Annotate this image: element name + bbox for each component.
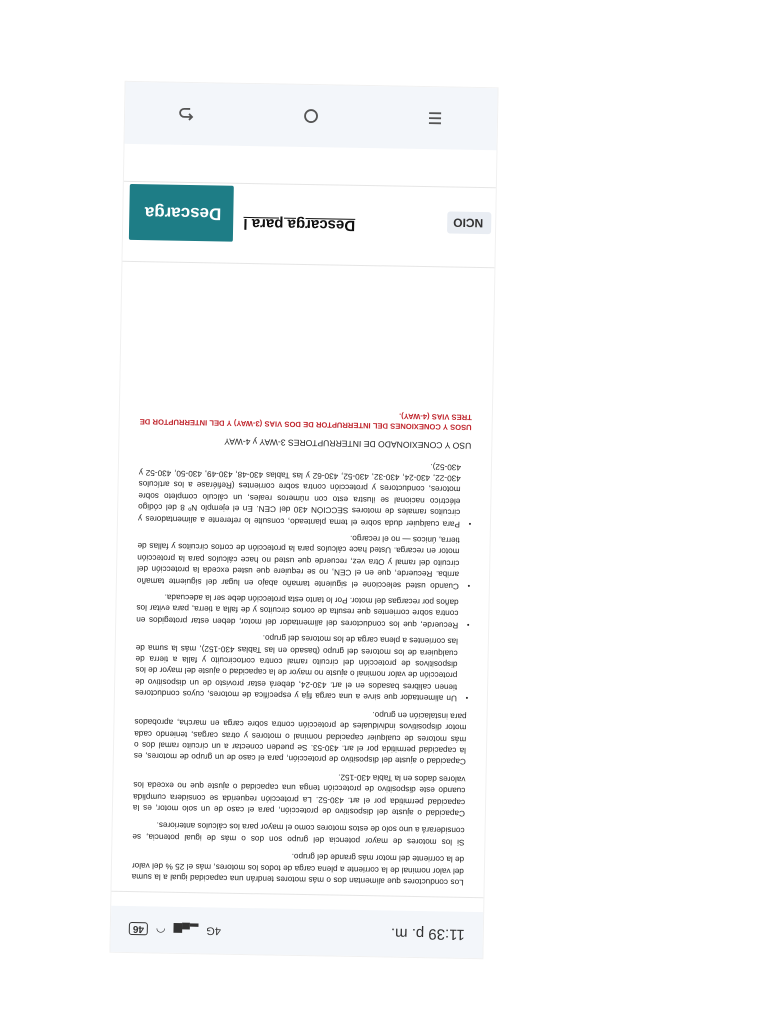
doc-bullet-list (135, 455, 471, 704)
doc-bullet: • Recuerde, que los conductores del alimentador del motor, deben estar protegidos en contra sobre corrientes que resulta de cortos circuitos y de falla a tierra, para evitar los daños por recargas del motor. Por lo tanto esta protección debe ser la adecuada. (136, 591, 459, 631)
red-section-heading: USOS Y CONEXIONES DEL INTERRUPTOR DE DOS VIAS (3-WAY) Y DEL INTERRUPTOR DE TRES VIAS (4-WAY). (139, 411, 472, 432)
download-button[interactable]: Descarga (129, 184, 234, 242)
doc-bullet: • Un alimentador que sirve a una carga fija y específica de motores, cuyos conductores tienen calibres basados en el art. 430-24, deberá estar provisto de un dispositivo de protección de valor nominal o ajuste no mayor de la capacidad o ajuste del mayor de los dispositivos de protección del circuito ramal contra cortocircuito y falla a tierra de cualquiera de los motores del grupo (basado en las Tablas 430-152), más la suma de las corrientes a plena carga de los motores del grupo. (135, 630, 458, 704)
doc-paragraph: Capacidad o ajuste del dispositivo de protección, para el caso de un grupo de motores, es la capacidad permitida por el art. 430-53. Se pueden conectar a un circuito ramal dos o más motores de cualquier capacidad nominal o motores y otras cargas, teniendo cada motor dispositivos individuales de protección contra sobre carga en marcha, aprobados para instalación en grupo. (133, 709, 467, 767)
phone-screen (110, 82, 497, 958)
doc-paragraph: Los conductores que alimentan dos o más motores tendrán una capacidad igual a la suma del valor nominal de la corriente a plena carga de todos los motores, más el 25 % del valor de la corriente del motor más grande del grupo. (131, 852, 465, 887)
recent-apps-icon[interactable] (420, 103, 451, 134)
section-heading: USO Y CONEXIONADO DE INTERRUPTORES 3-WAY y 4-WAY (224, 436, 472, 452)
status-icons (129, 923, 221, 938)
battery-level: 46 (132, 923, 145, 935)
inicio-tab[interactable] (447, 211, 491, 234)
document-page (132, 406, 472, 888)
wifi-icon: ◠ (155, 922, 166, 936)
inicio-label: NCIO (453, 215, 484, 231)
home-icon[interactable] (296, 101, 327, 132)
battery-icon (129, 923, 148, 936)
status-bar (110, 906, 483, 958)
back-icon[interactable] (172, 99, 203, 130)
status-time: 11:39 p. m. (390, 925, 465, 944)
doc-bullet: • Cuando usted seleccione el siguiente tamaño abajo en lugar del siguiente tamaño arriba. Recuerde, que en el CEN, no se requiere que usted exceda la protección del circuito del ramal y Otra vez, recuerde que usted no hace cálculos para la protección motor en recarga. Usted hace cálculos para la protección de cortos circuitos y fallas de tierra, únicos — no el recargo. (137, 529, 460, 592)
divider (111, 891, 483, 898)
doc-bullet: • Para cualquier duda sobre el tema planteado, consulte lo referente a alimentadores y circuitos ramales de motores SECCIÓN 430 del CEN. En el ejemplo Nº 8 del código eléctrico nacional se ilustra esto con números reales, un cálculo completo sobre motores, conductores y protección contra sobre corrientes (Refiérase a los artículos 430-22, 430-24, 430-32, 430-52, 430-62 y las Tablas 430-48, 430-49, 430-50, 430-52 y 430-52). (138, 455, 461, 529)
navigation-bar (125, 82, 498, 150)
download-bar (123, 186, 496, 252)
doc-paragraph: Si los motores de mayor potencia del grupo son dos o más de igual potencia, se considerará a uno solo de estos motores como el mayor para los cálculos anteriores. (132, 820, 465, 847)
signal-icon: ▂▄▆ (173, 923, 199, 936)
divider (122, 261, 494, 268)
download-title-link[interactable]: Descarga para l (243, 214, 356, 234)
doc-paragraph: Capacidad o ajuste del dispositivo de protección, para el caso de un solo motor, es la capacidad permitida por el art. 430-52. La protección requerida se considera cumplida cuando este dispositivo de protección tenga una capacidad o ajuste que no exceda los valores dados en la Tabla 430-152. (132, 772, 466, 818)
network-label: 4G (206, 924, 222, 937)
